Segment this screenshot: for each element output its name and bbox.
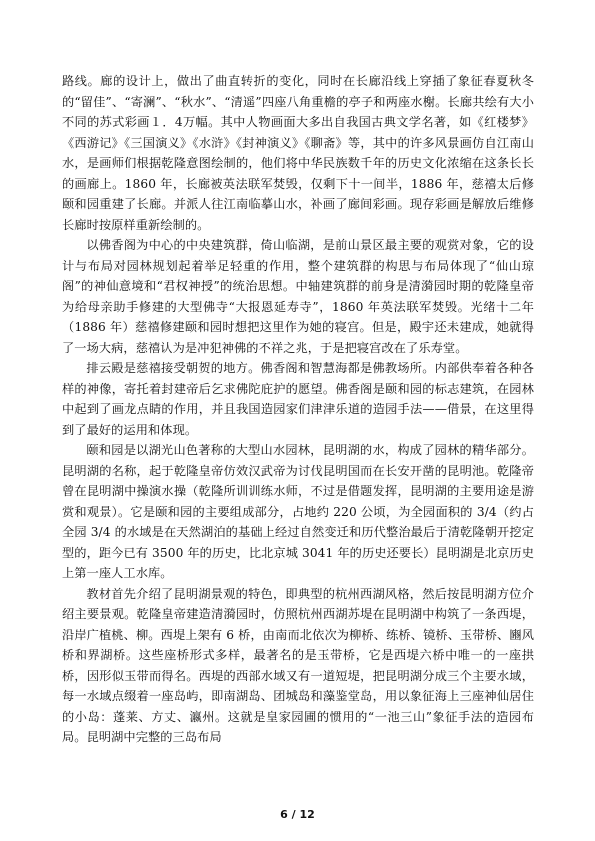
paragraph-5: 教材首先介绍了昆明湖景观的特色，即典型的杭州西湖风格，然后按昆明湖方位介绍主要景观。乾隆皇帝建造清漪园时，仿照杭州西湖苏堤在昆明湖中构筑了一条西堤，沿岸广植桃、柳。西堤上架有 6 桥，由南而北依次为柳桥、练桥、镜桥、玉带桥、豳风桥和界湖桥。这些座桥形式多样，最著名的是玉带桥，它是西堤六桥中唯一的一座拱桥，因形似玉带而得名。西堤的西部水域又有一道短堤，把昆明湖分成三个主要水域，每一水域点缀着一座岛屿，即南湖岛、团城岛和藻鉴堂岛，用以象征海上三座神仙居住的小岛：蓬莱、方丈、瀛州。这就是皇家园圃的惯用的“一池三山”象征手法的造园布局。昆明湖中完整的三岛布局 — [62, 586, 534, 744]
paragraph-1: 路线。廊的设计上，做出了曲直转折的变化，同时在长廊沿线上穿插了象征春夏秋冬的“留佳”、“寄澜”、“秋水”、“清遥”四座八角重檐的亭子和两座水榭。长廊共绘有大小不同的苏式彩画１．4万幅。其中人物画面大多出自我国古典文学名著，如《红楼梦》《西游记》《三国演义》《水浒》《封神演义》《聊斋》等，其中的许多风景画仿自江南山水，是画师们根据乾隆意图绘制的，他们将中华民族数千年的历史文化浓缩在这条长长的画廊上。1860 年，长廊被英法联军焚毁，仅剩下十一间半，1886 年，慈禧太后修颐和园重建了长廊。并派人往江南临摹山水，补画了廊间彩画。现存彩画是解放后维修长廊时按原样重新绘制的。 — [62, 74, 534, 232]
paragraph-4: 颐和园是以湖光山色著称的大型山水园林，昆明湖的水，构成了园林的精华部分。昆明湖的名称，起于乾隆皇帝仿效汉武帝为讨伐昆明国而在长安开凿的昆明池。乾隆帝曾在昆明湖中操演水操（乾隆所训训练水师，不过是借题发挥，昆明湖的主要用途是游赏和观景）。它是颐和园的主要组成部分，占地约 220 公顷，为全园面积的 3/4（约占全园 3/4 的水域是在天然湖泊的基础上经过自然变迁和历代整治最后于清乾隆朝开挖定型的，距今已有 3500 年的历史，比北京城 3041 年的历史还要长）昆明湖是北京历史上第一座人工水库。 — [62, 443, 534, 580]
paragraph-2: 以佛香阁为中心的中央建筑群，倚山临湖，是前山景区最主要的观赏对象，它的设计与布局对园林规划起着举足轻重的作用，整个建筑群的构思与布局体现了“仙山琼阁”的神仙意境和“君权神授”的统治思想。中轴建筑群的前身是清漪园时期的乾隆皇帝为给母亲助手修建的大型佛寺“大报恩延寿寺”，1860 年英法联军焚毁。光绪十二年（1886 年）慈禧修建颐和园时想把这里作为她的寝宫。但是，殿宇还未建成，她就得了一场大病，慈禧认为是冲犯神佛的不祥之兆，于是把寝宫改在了乐寿堂。 — [62, 238, 534, 355]
document-body — [62, 71, 534, 748]
page-number: 6 / 12 — [280, 808, 315, 821]
paragraph-3: 排云殿是慈禧接受朝贺的地方。佛香阁和智慧海都是佛教场所。内部供奉着各种各样的神像，寄托着封建帝后乞求佛陀庇护的愿望。佛香阁是颐和园的标志建筑，在园林中起到了画龙点睛的作用，并且我国造园家们津津乐道的造园手法——借景，在这里得到了最好的运用和体现。 — [62, 361, 534, 437]
